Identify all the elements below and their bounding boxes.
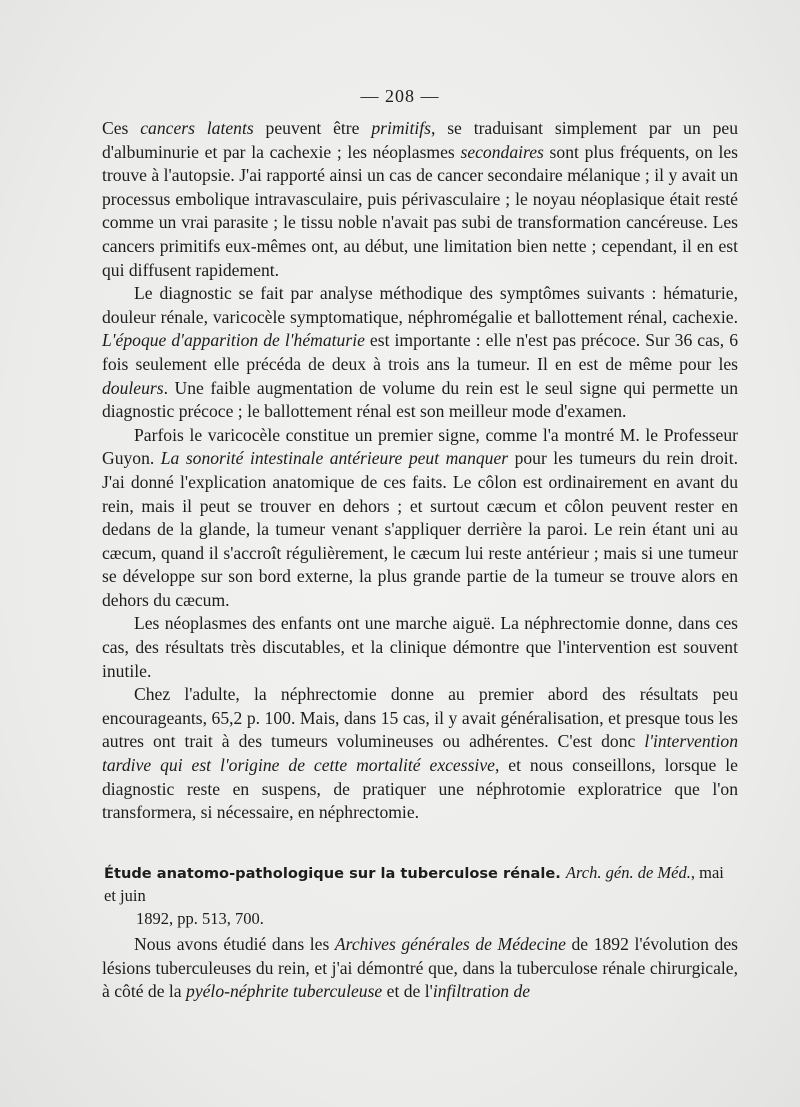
- paragraph-1-italic-run: secondaires: [460, 141, 544, 162]
- paragraph-final-italic-run: infiltration de: [432, 981, 531, 1002]
- paragraph-final-italic-run: Archives générales de Médecine: [334, 934, 566, 954]
- paragraph-final: [102, 933, 738, 1004]
- paragraph-1-text-run: peuvent être: [253, 118, 372, 138]
- reference-entry: [102, 862, 738, 930]
- paragraph-1-text-run: Ces: [102, 118, 141, 138]
- paragraph-2-italic-run: L'époque d'apparition de l'hématurie: [102, 330, 365, 351]
- main-text-block: [102, 117, 738, 825]
- paragraph-2-text-run: Le diagnostic se fait par analyse méthodique des symptômes suivants : hématurie, douleur rénale, varicocèle symptomatique, néphromégalie et ballottement rénal, cachexie.: [102, 283, 738, 327]
- paragraph-final-text-run: de 1892 l'évolution des lésions tuberculeuses du rein, et j'ai démontré que, dans la tuberculose rénale chirurgicale, à côté de la: [102, 934, 739, 1002]
- paragraph-1-italic-run: primitifs: [371, 118, 431, 138]
- paragraph-final-italic-run: pyélo-néphrite tuberculeuse: [186, 981, 383, 1002]
- reference-date: , mai et juin: [104, 863, 724, 905]
- paragraph-final-text-run: et de l': [382, 981, 433, 1002]
- reference-source: Arch. gén. de Méd.: [565, 863, 691, 882]
- final-text-block: [102, 933, 738, 1004]
- paragraph-2-text-run: . Une faible augmentation de volume du rein est le seul signe qui permette un diagnostic précoce ; le ballottement rénal est son meilleur mode d'examen.: [102, 377, 738, 422]
- paragraph-4-text-run: Les néoplasmes des enfants ont une marche aiguë. La néphrectomie donne, dans ces cas, des résultats très discutables, et la clinique démontre que l'intervention est souvent inutile.: [102, 613, 738, 681]
- paragraph-2-text-run: est importante : elle n'est pas précoce. Sur 36 cas, 6 fois seulement elle précéda de deux à trois ans la tumeur. Il en est de même pour les: [102, 330, 738, 374]
- paragraph-5: [102, 683, 738, 825]
- paragraph-5-text-run: Chez l'adulte, la néphrectomie donne au premier abord des résultats peu encourageants, 65,2 p. 100. Mais, dans 15 cas, il y avait généralisation, et presque tous les autres ont trait à des tumeurs volumineuses ou adhérentes. C'est donc: [102, 684, 738, 752]
- paragraph-final-text-run: Nous avons étudié dans les: [134, 934, 335, 954]
- paragraph-4: [102, 612, 738, 683]
- paragraph-3-italic-run: La sonorité intestinale antérieure peut manquer: [160, 448, 509, 469]
- paragraph-1-text-run: sont plus fréquents, on les trouve à l'autopsie. J'ai rapporté ainsi un cas de cancer secondaire mélanique ; il y avait un processus embolique intravasculaire, puis périvasculaire ; le noyau néoplasique était resté comme un vrai parasite ; le tissu noble n'avait pas subi de transformation cancéreuse. Les cancers primitifs eux-mêmes ont, au début, une limitation bien nette ; cependant, il en est qui diffusent rapidement.: [102, 141, 738, 280]
- paragraph-3-text-run: pour les tumeurs du rein droit. J'ai donné l'explication anatomique de ces faits. Le côlon est ordinairement en avant du rein, mais il peut se trouver en dehors ; et surtout cæcum et côlon peuvent rester en dedans de la glande, la tumeur venant s'appliquer derrière la paroi. Le rein étant uni au cæcum, quand il s'accroît régulièrement, le cæcum lui reste antérieur ; mais si une tumeur se développe sur son bord externe, la plus grande partie de la tumeur se trouve alors en dehors du cæcum.: [102, 448, 738, 610]
- paragraph-2-italic-run: douleurs: [102, 377, 164, 398]
- paragraph-5-text-run: , et nous conseillons, lorsque le diagnostic reste en suspens, de pratiquer une néphrotomie exploratrice que l'on transformera, si nécessaire, en néphrectomie.: [102, 755, 738, 823]
- paragraph-5-italic-run: l'intervention tardive qui est l'origine de cette mortalité excessive: [102, 731, 738, 776]
- reference-title: Étude anatomo-pathologique sur la tuberculose rénale.: [104, 865, 561, 882]
- reference-line-1: [102, 862, 738, 908]
- paragraph-1-italic-run: cancers latents: [140, 118, 254, 138]
- paragraph-1: [102, 117, 738, 282]
- page-number: — 208 —: [360, 86, 440, 106]
- paragraph-2: [102, 282, 738, 424]
- paragraph-3-text-run: Parfois le varicocèle constitue un premier signe, comme l'a montré M. le Professeur Guyon.: [102, 424, 738, 469]
- paragraph-1-text-run: , se traduisant simplement par un peu d'albuminurie et par la cachexie ; les néoplasmes: [102, 118, 738, 162]
- reference-line-2: 1892, pp. 513, 700.: [136, 909, 264, 928]
- paragraph-3: [102, 424, 738, 613]
